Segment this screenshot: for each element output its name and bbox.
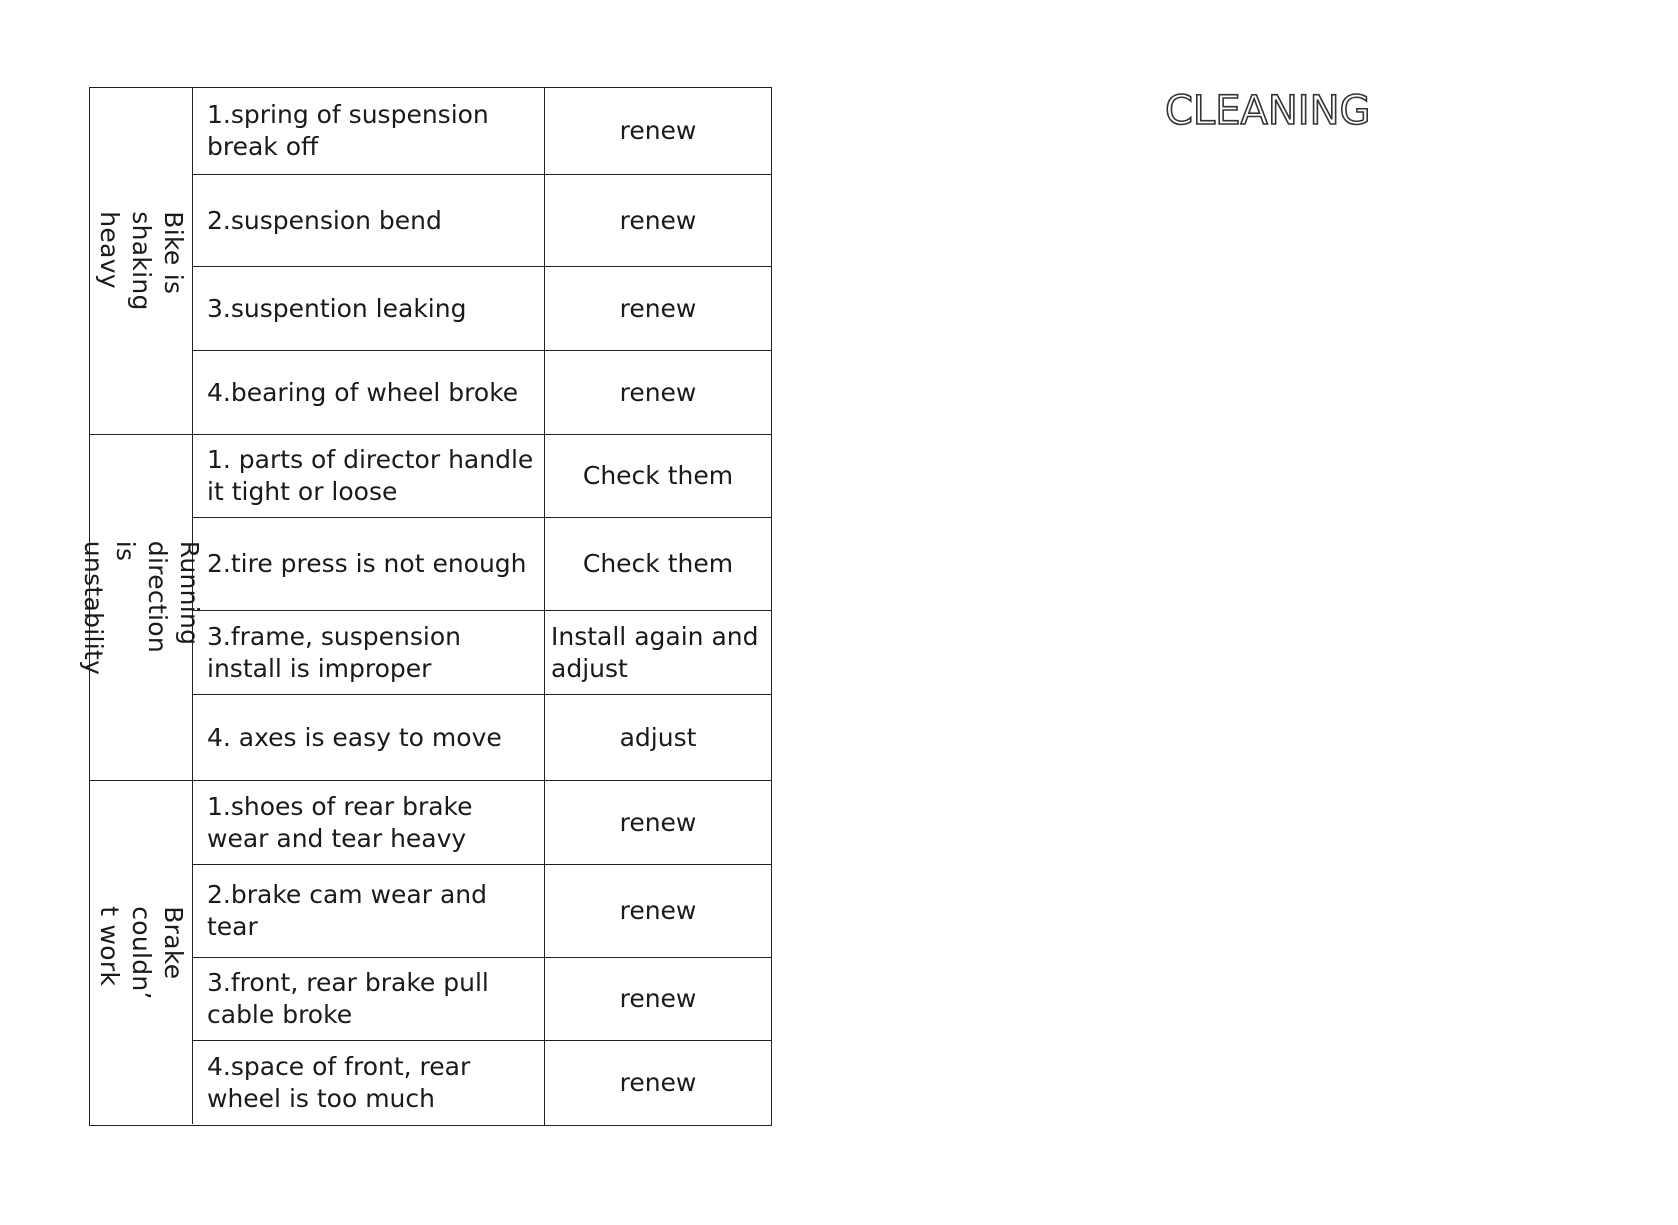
remedy-cell: renew (619, 896, 697, 925)
table-row (193, 610, 771, 694)
remedy-cell: renew (619, 116, 697, 145)
cleaning-heading: CLEANING (1165, 88, 1371, 134)
remedy-cell: renew (619, 293, 697, 323)
remedy-cell: Install again and adjust (551, 621, 759, 683)
table-row (193, 517, 771, 610)
remedy-cell: Check them (582, 549, 734, 578)
table-row (193, 864, 771, 957)
cause-cell: 2.brake cam wear and tear (193, 865, 545, 957)
cause-cell: 3.frame, suspension install is improper (193, 611, 545, 694)
remedy-cell: renew (619, 1068, 697, 1097)
group-label: Running direction is unstability (79, 540, 204, 675)
group-label-cell (90, 88, 193, 434)
troubleshooting-table (79, 87, 772, 1126)
table-row (193, 435, 771, 517)
table-row (193, 957, 771, 1040)
table-row (193, 694, 771, 781)
group-label: Brake couldn’ t work (95, 905, 188, 1000)
cause-cell: 1.spring of suspension break off (193, 88, 545, 174)
table-row (193, 266, 771, 350)
cause-cell: 3.suspention leaking (193, 267, 545, 350)
group-label: Bike is shaking heavy (95, 211, 188, 311)
table-row (193, 174, 771, 266)
group-label-cell (90, 781, 193, 1124)
remedy-cell: adjust (619, 723, 697, 752)
table-row (193, 350, 771, 434)
cause-cell: 2.suspension bend (193, 175, 545, 266)
cause-cell: 4.bearing of wheel broke (193, 351, 545, 434)
cause-cell: 1.shoes of rear brake wear and tear heavy (193, 781, 545, 864)
remedy-cell: Check them (582, 461, 734, 490)
remedy-cell: renew (619, 205, 697, 235)
cause-cell: 4. axes is easy to move (193, 695, 545, 781)
cause-cell: 3.front, rear brake pull cable broke (193, 958, 545, 1040)
group-brake (90, 780, 771, 1124)
table-row (193, 781, 771, 864)
group-bike-shaking (90, 88, 771, 434)
remedy-cell: renew (619, 377, 697, 407)
group-label-cell (79, 435, 204, 780)
group-running-direction (79, 434, 771, 780)
table-row (193, 1040, 771, 1125)
remedy-cell: renew (619, 807, 697, 837)
cause-cell: 1. parts of director handle it tight or loose (193, 435, 545, 517)
cause-cell: 4.space of front, rear wheel is too much (193, 1041, 545, 1125)
cause-cell: 2.tire press is not enough (193, 518, 545, 610)
table-row (193, 88, 771, 174)
remedy-cell: renew (619, 984, 697, 1013)
